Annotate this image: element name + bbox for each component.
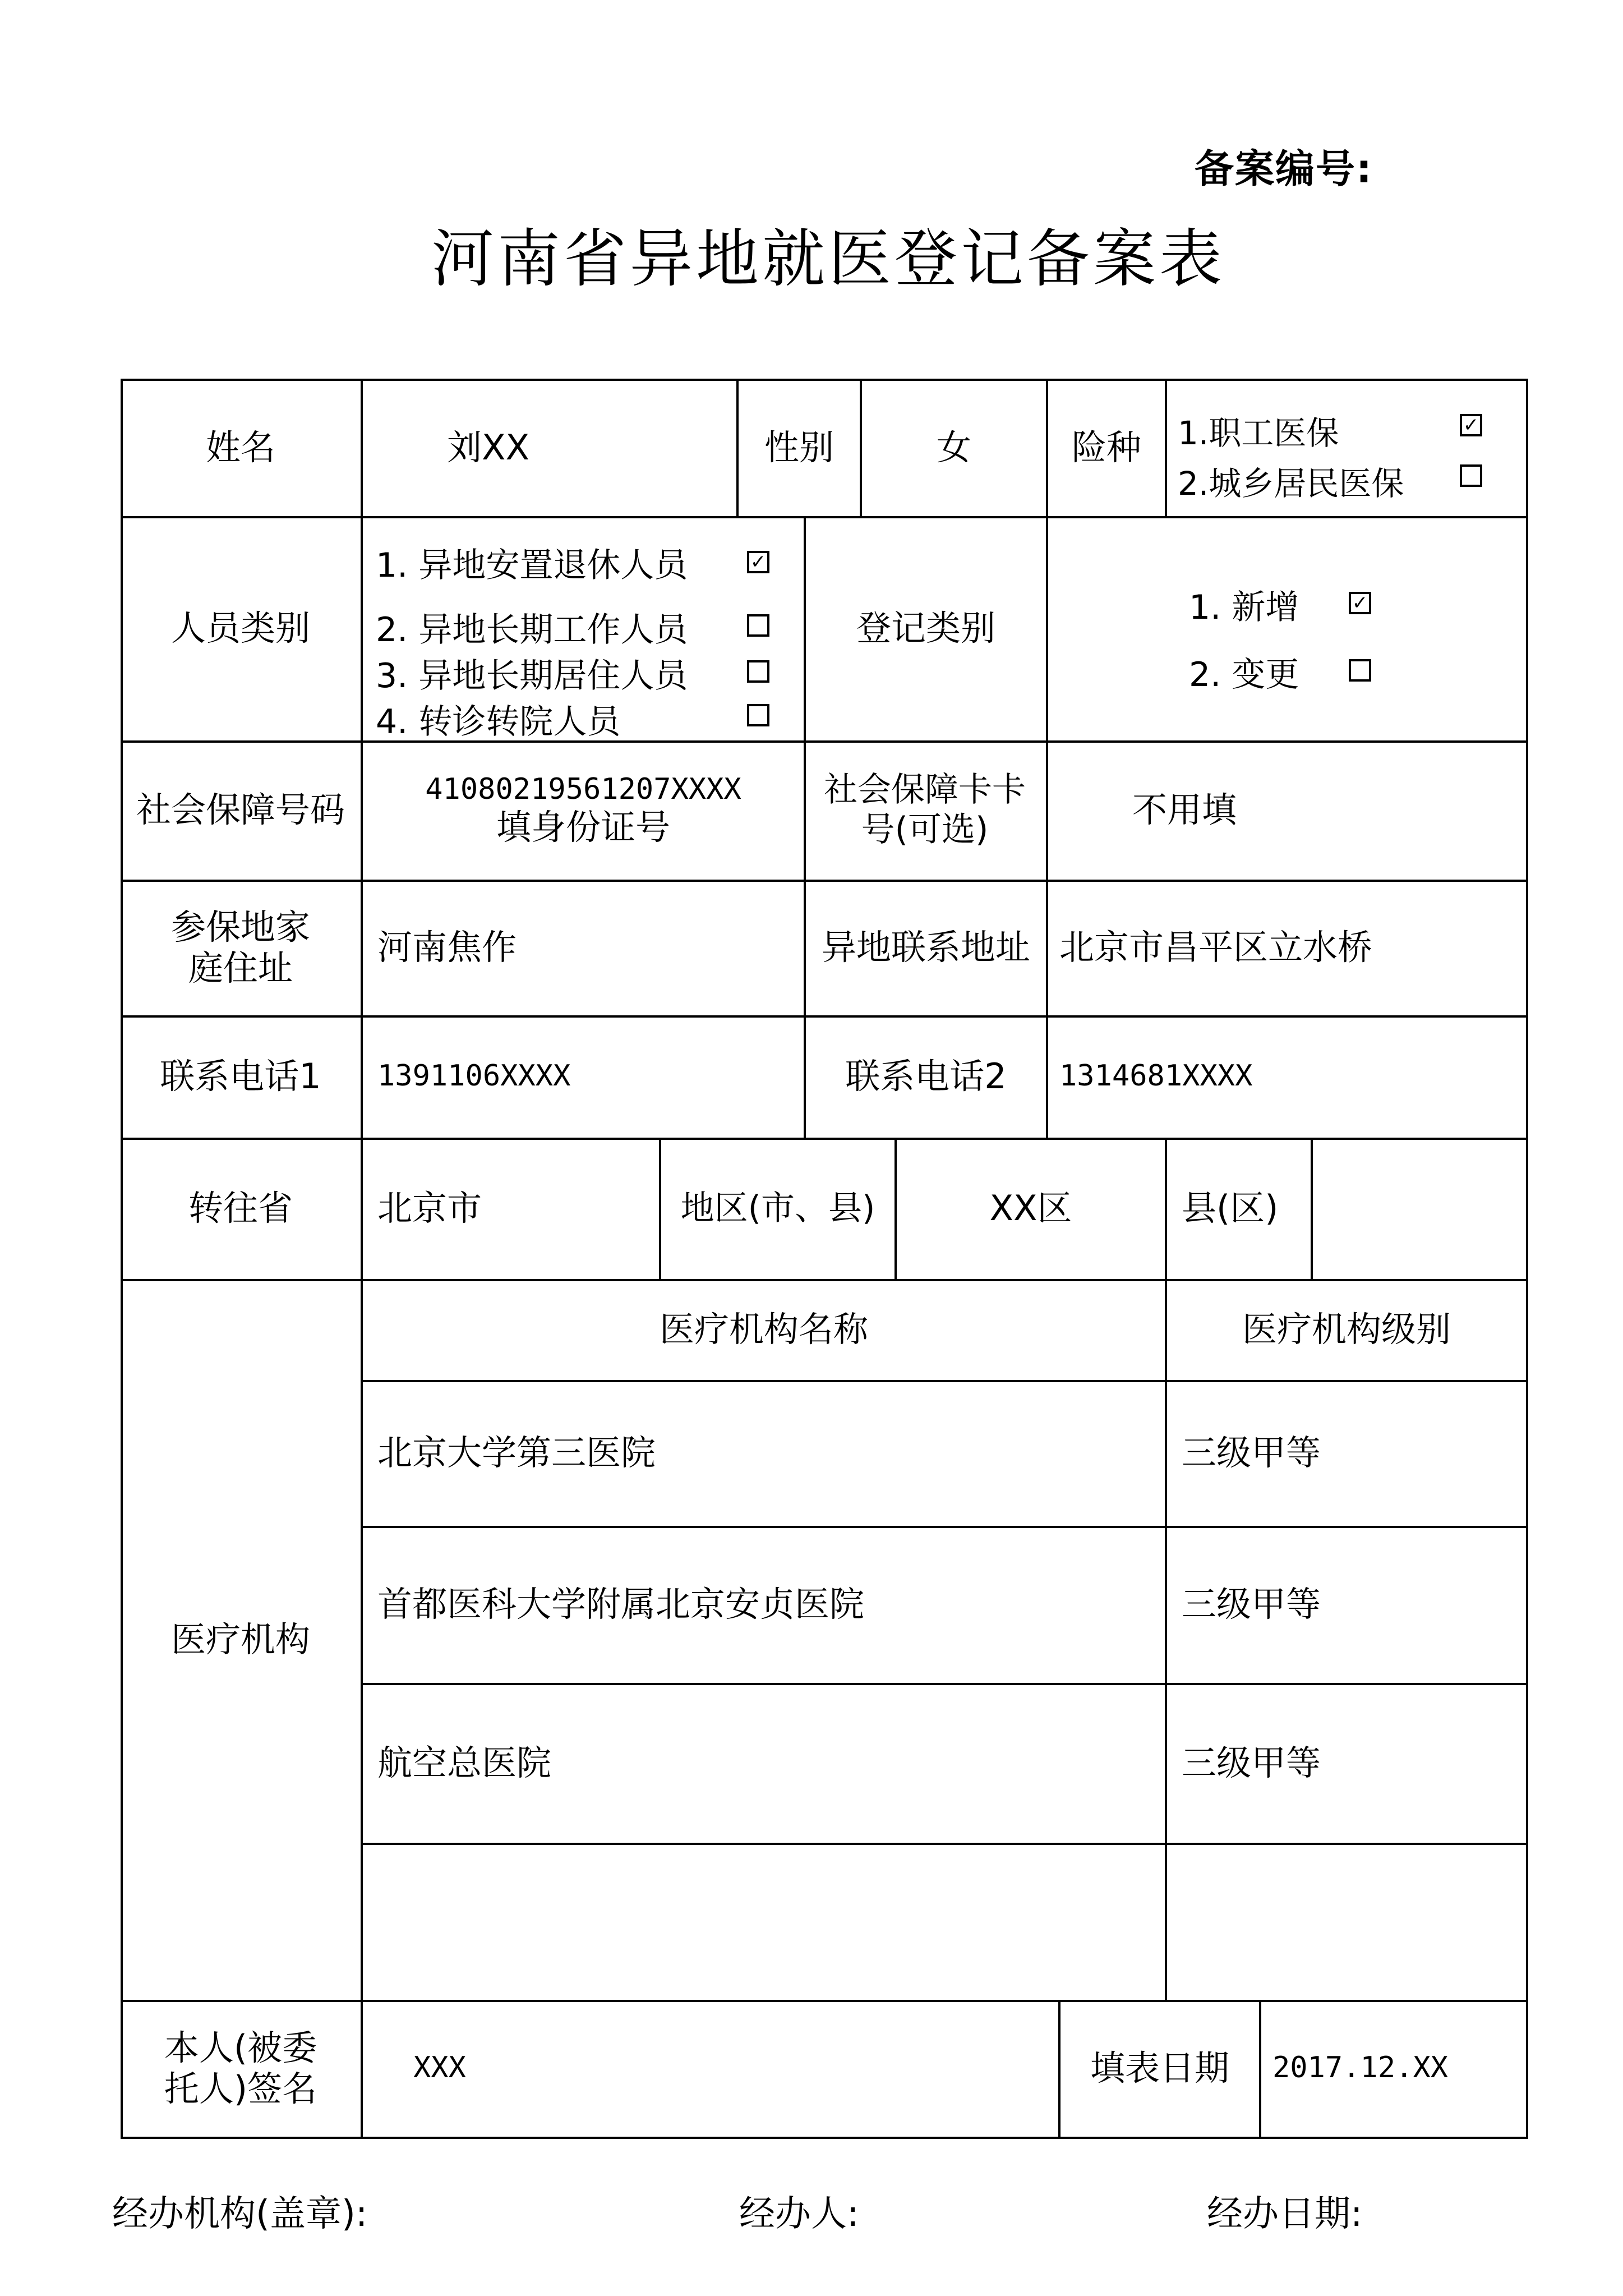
remote-address-value[interactable]: 北京市昌平区立水桥 [1059,927,1373,968]
person-type-option-retired: 1. 异地安置退休人员 [376,546,688,585]
register-type-change-checkbox[interactable] [1349,659,1371,682]
gender-label: 性别 [764,426,834,468]
page-title: 河南省异地就医登记备案表 [431,223,1225,296]
city-label: 地区(市、县) [680,1188,875,1228]
institution-level[interactable]: 三级甲等 [1182,1742,1321,1783]
county-value[interactable] [1313,1138,1526,1279]
institution-level-header: 医疗机构级别 [1242,1309,1451,1350]
register-type-label: 登记类别 [856,608,995,649]
institution-level[interactable]: 三级甲等 [1182,1432,1321,1474]
signature-label: 本人(被委托人)签名 [164,2027,317,2109]
institution-name[interactable]: 北京大学第三医院 [377,1432,656,1474]
home-address-value[interactable]: 河南焦作 [377,927,517,968]
agency-seal-label: 经办机构(盖章): [112,2193,368,2235]
institution-name[interactable]: 首都医科大学附属北京安贞医院 [377,1584,865,1625]
phone1-label: 联系电话1 [160,1056,321,1097]
handler-label: 经办人: [739,2193,859,2235]
institution-name[interactable]: 航空总医院 [377,1742,552,1783]
province-label: 转往省 [188,1188,293,1229]
fill-date-label: 填表日期 [1090,2047,1229,2089]
insurance-resident-checkbox[interactable] [1460,464,1482,487]
gender-value[interactable]: 女 [936,426,971,468]
grid-line [1165,379,1167,516]
registration-form [121,379,1528,2139]
insurance-option-resident: 2.城乡居民医保 [1178,464,1404,503]
remote-address-label: 异地联系地址 [821,927,1030,968]
city-value[interactable]: XX区 [989,1188,1072,1229]
ssn-note: 填身份证号 [496,807,670,848]
name-value[interactable]: 刘XX [447,426,529,468]
register-type-option-change: 2. 变更 [1189,655,1299,694]
phone1-value[interactable]: 1391106XXXX [377,1059,571,1093]
person-type-worker-checkbox[interactable] [747,614,769,637]
institution-name-header: 医疗机构名称 [659,1309,868,1350]
card-number-label: 社会保障卡卡号(可选) [824,770,1026,849]
phone2-value[interactable]: 1314681XXXX [1059,1059,1253,1093]
grid-line [1526,379,1528,2139]
grid-line [121,2137,1528,2139]
person-type-resident-checkbox[interactable] [747,660,769,683]
signature-value[interactable]: XXX [413,2051,466,2085]
home-address-label: 参保地家庭住址 [170,906,310,988]
ssn-cell [363,740,804,880]
person-type-referral-checkbox[interactable] [747,704,769,726]
person-type-retired-checkbox[interactable]: ✓ [747,551,769,573]
name-label: 姓名 [205,426,275,468]
insurance-label: 险种 [1071,426,1141,468]
fill-date-value[interactable]: 2017.12.XX [1272,2051,1449,2085]
institutions-label: 医疗机构 [170,1618,310,1660]
person-type-label: 人员类别 [170,608,310,649]
person-type-option-referral: 4. 转诊转院人员 [376,702,621,742]
ssn-label: 社会保障号码 [136,789,345,831]
person-type-option-worker: 2. 异地长期工作人员 [376,610,688,650]
institution-name[interactable] [363,1843,1165,2000]
card-number-value[interactable]: 不用填 [1132,789,1237,831]
institution-level[interactable] [1167,1843,1526,2000]
phone2-label: 联系电话2 [845,1056,1007,1097]
register-type-option-new: 1. 新增 [1189,588,1299,627]
county-label: 县(区) [1182,1188,1279,1229]
person-type-option-resident: 3. 异地长期居住人员 [376,656,688,696]
handling-date-label: 经办日期: [1207,2193,1363,2235]
record-number-label: 备案编号: [1195,146,1373,192]
ssn-value[interactable]: 41080219561207XXXX [425,772,741,806]
insurance-option-employee: 1.职工医保 [1178,414,1339,452]
province-value[interactable]: 北京市 [377,1188,482,1229]
insurance-employee-checkbox[interactable]: ✓ [1460,414,1482,436]
institution-level[interactable]: 三级甲等 [1182,1584,1321,1625]
register-type-new-checkbox[interactable]: ✓ [1349,592,1371,614]
